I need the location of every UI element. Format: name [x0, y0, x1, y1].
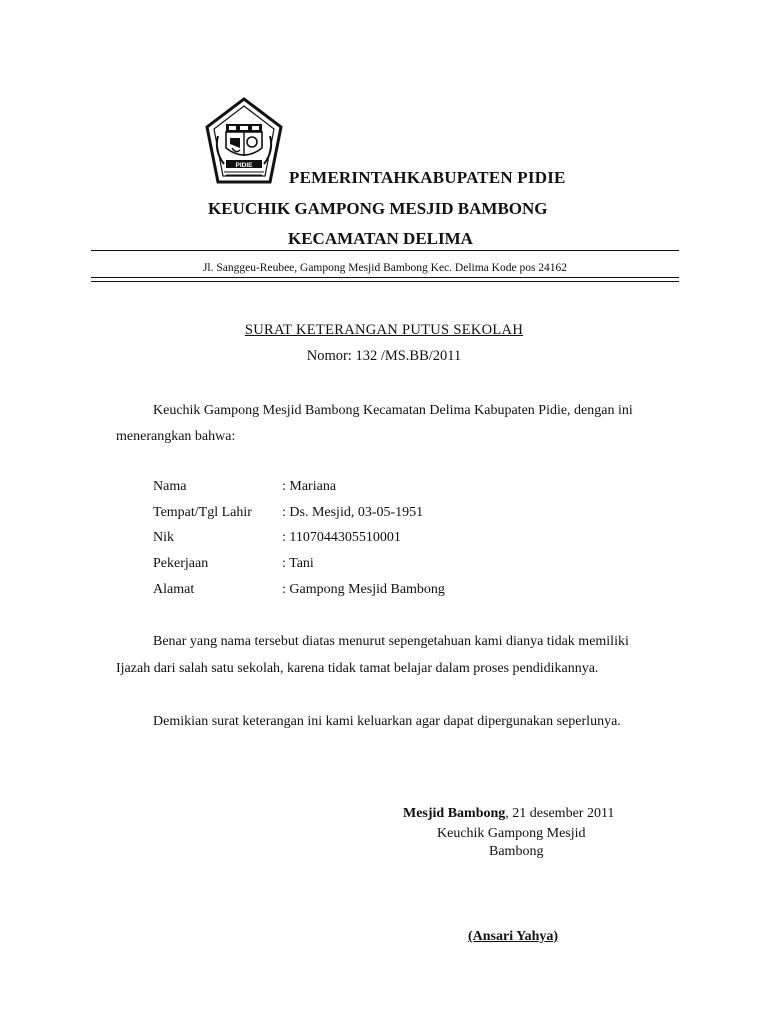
signature-place-date [403, 806, 614, 822]
emblem-ribbon-text: PIDIE [235, 162, 253, 169]
signature-place: Mesjid Bambong [403, 806, 506, 821]
field-value: : Tani [282, 556, 314, 571]
body-paragraph-line1: Benar yang nama tersebut diatas menurut sepengetahuan kami dianya tidak memiliki [153, 634, 629, 649]
body-paragraph-line2: Ijazah dari salah satu sekolah, karena tidak tamat belajar dalam proses pendidikannya. [116, 661, 599, 676]
field-label: Alamat [153, 582, 195, 597]
field-label: Tempat/Tgl Lahir [153, 505, 252, 520]
intro-paragraph-line1: Keuchik Gampong Mesjid Bambong Kecamatan Delima Kabupaten Pidie, dengan ini [153, 403, 633, 418]
field-value: : Gampong Mesjid Bambong [282, 582, 445, 597]
letterhead-divider-bottom [91, 277, 679, 282]
field-value: : 1107044305510001 [282, 530, 401, 545]
field-value: : Mariana [282, 479, 337, 494]
letterhead-district: KECAMATAN DELIMA [288, 229, 473, 248]
letter-number: Nomor: 132 /MS.BB/2011 [306, 348, 462, 364]
pidie-regency-emblem-icon [204, 96, 284, 186]
field-row-pekerjaan [153, 556, 314, 572]
intro-paragraph-line2: menerangkan bahwa: [116, 429, 236, 444]
field-label: Nama [153, 479, 187, 494]
letter-title: SURAT KETERANGAN PUTUS SEKOLAH [244, 322, 524, 338]
letterhead-divider-top [91, 250, 679, 251]
field-row-nik [153, 530, 401, 546]
regency-emblem-logo [204, 96, 284, 186]
signature-date: , 21 desember 2011 [505, 806, 615, 821]
field-label: Nik [153, 530, 174, 545]
field-value: : Ds. Mesjid, 03-05-1951 [282, 505, 424, 520]
signature-role-line2: Bambong [489, 844, 544, 859]
field-label: Pekerjaan [153, 556, 209, 571]
signatory-name: (Ansari Yahya) [468, 929, 559, 944]
field-row-tempat-tgl-lahir [153, 505, 423, 521]
letterhead-address: Jl. Sanggeu-Reubee, Gampong Mesjid Bambong Kec. Delima Kode pos 24162 [202, 262, 568, 274]
closing-paragraph: Demikian surat keterangan ini kami keluarkan agar dapat dipergunakan seperlunya. [153, 714, 621, 729]
letterhead-office: KEUCHIK GAMPONG MESJID BAMBONG [208, 199, 548, 218]
signature-role-line1: Keuchik Gampong Mesjid [437, 826, 586, 841]
field-row-nama [153, 479, 336, 495]
field-row-alamat [153, 582, 445, 598]
letterhead-government: PEMERINTAHKABUPATEN PIDIE [289, 168, 566, 187]
